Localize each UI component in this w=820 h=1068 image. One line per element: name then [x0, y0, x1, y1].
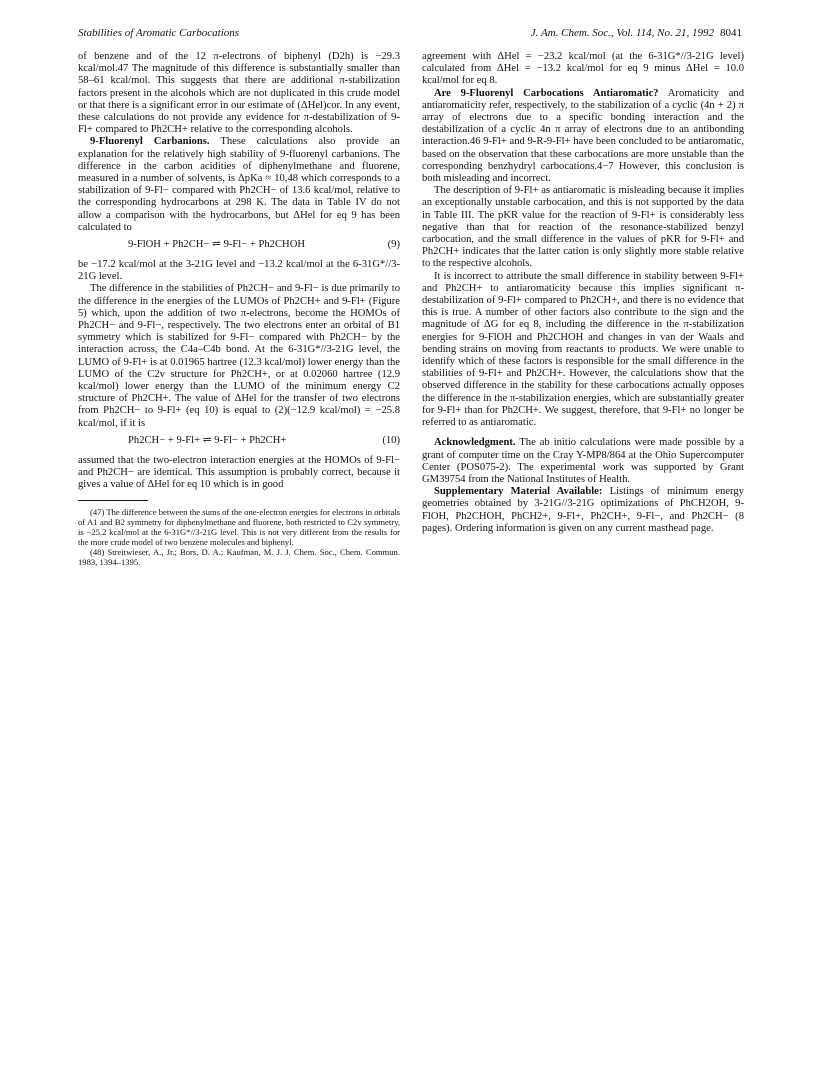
equation-9 — [78, 239, 400, 253]
supplementary-text: Listings of minimum energy geometries obtained by 3-21G//3-21G optimizations of PhCH2OH, 9-FlOH, Ph2CHOH, PhCH2+, 9-Fl+, Ph2CH+, 9-Fl−, and Ph2CH− (8 pages). Ordering information is given on any current masthead page. — [422, 486, 744, 534]
paragraph: It is incorrect to attribute the small difference in stability between 9-Fl+ and Ph2CH+ to antiaromaticity because this implies significant π-destabilization of 9-Fl+ compared to Ph2CH+, and there is no evidence that this is true. A number of other factors also contribute to the sign and the magnitude of ΔG for eq 8, including the difference in the π-stabilization energies for 9-FlOH and Ph2CHOH and changes in van der Waals and bending strains on moving from reactants to products. We were unable to identify which of these factors is responsible for the small difference in the stabilities of 9-Fl+ and Ph2CH+. However, the calculations show that the observed difference in the stability for these carbocations actually opposes the difference in the π-stabilization energies, which are substantially greater for 9-Fl+ than for Ph2CH+. We suggest, therefore, that 9-Fl+ no longer be referred to as antiaromatic. — [422, 270, 744, 429]
acknowledgment-heading: Acknowledgment. — [434, 437, 516, 449]
paragraph-text: These calculations also provide an explanation for the relatively high stability of 9-fluorenyl carbanions. The difference in the carbon acidities of diphenylmethane and fluorene, measured in a number of solvents, is ΔpKa ≈ 10,48 which corresponds to a stabilization of 9-Fl− compared with Ph2CH− of 13.6 kcal/mol, relative to the corresponding hydrocarbons at 298 K. The data in Table IV do not allow a comparison with the hydrocarbons, but ΔHel for eq 9 has been calculated to — [78, 136, 400, 233]
section-paragraph — [422, 88, 744, 186]
equation-number: (10) — [382, 434, 400, 446]
equation-number: (9) — [387, 239, 400, 251]
running-head-title: Stabilities of Aromatic Carbocations — [78, 27, 240, 39]
section-heading: Are 9-Fluorenyl Carbocations Antiaromatic? — [434, 87, 659, 99]
footnote-divider — [78, 500, 148, 501]
acknowledgment — [422, 437, 744, 486]
supplementary-material — [422, 486, 744, 535]
running-head-journal: J. Am. Chem. Soc., Vol. 114, No. 21, 1992 8041 — [530, 27, 742, 39]
paragraph: The difference in the stabilities of Ph2CH− and 9-Fl− is due primarily to the difference in the energies of the LUMOs of Ph2CH+ and 9-Fl+ (Figure 5) which, upon the addition of two π-electrons, become the HOMOs of Ph2CH− and 9-Fl−, respectively. The two electrons enter an orbital of B1 symmetry which is stabilized for 9-Fl− compared with Ph2CH− by the interaction across, the C4a–C4b bond. At the 6-31G*//3-21G level, the LUMO of 9-Fl+ is at 0.01965 hartree (12.3 kcal/mol) lower energy than the LUMO of the C2v structure for Ph2CH+, or at 0.02060 hartree (12.9 kcal/mol) lower energy than the LUMO of the minimum energy C2 structure of Ph2CH+. The value of ΔHel for the transfer of two electrons from Ph2CH− to 9-Fl+ (eq 10) is equal to (2)(−12.9 kcal/mol) = −25.8 kcal/mol, if it is — [78, 283, 400, 429]
section-paragraph — [78, 136, 400, 234]
acknowledgment-text: The ab initio calculations were made possible by a grant of computer time on the Cray Y-MP8/864 at the Ohio Supercomputer Center (POS075-2). The experimental work was supported by Grant GM39754 from the National Institutes of Health. — [422, 437, 744, 485]
page-number: 8041 — [720, 27, 742, 39]
right-column — [422, 51, 744, 535]
section-heading: 9-Fluorenyl Carbanions. — [90, 136, 210, 148]
paragraph-text: Aromaticity and antiaromaticity refer, respectively, to the stabilization of a cyclic (4n + 2) π array of electrons due to a specific bonding interaction and the destabilization of a cyclic 4n π array of electrons due to an antibonding interaction.46 9-Fl+ and 9-R-9-Fl+ have been concluded to be antiaromatic, based on the observation that these carbocations are more unstable than the corresponding benzhydryl carbocations.4−7 However, this conclusion is both misleading and incorrect. — [422, 87, 744, 185]
left-column — [78, 51, 400, 567]
paragraph: The description of 9-Fl+ as antiaromatic is misleading because it implies an exceptionally unstable carbocation, and this is not supported by the data in Table III. The pKR value for the reaction of 9-Fl+ is considerably less negative than that for reaction of the resonance-stabilized benzyl carbocation, and the small difference in the values of pKR for 9-Fl+ and Ph2CH+ indicates that the latter cation is only slightly more stable relative to the respective alcohols. — [422, 185, 744, 270]
footnote-47: (47) The difference between the sums of the one-electron energies for electrons in orbitals of A1 and B2 symmetry for diphenylmethane and fluorene, both restricted to C2v symmetry, is −25.2 kcal/mol at the 6-31G*//3-21G level. This is not very different from the results for the more crude model of two benzene molecules and biphenyl. — [78, 506, 400, 547]
equation-expression: 9-FlOH + Ph2CH− ⇌ 9-Fl− + Ph2CHOH — [128, 239, 305, 251]
paragraph: assumed that the two-electron interaction energies at the HOMOs of 9-Fl− and Ph2CH− are identical. This assumption is probably correct, because it gives a value of ΔHel for eq 10 which is in good — [78, 454, 400, 491]
supplementary-heading: Supplementary Material Available: — [434, 486, 603, 498]
paragraph: of benzene and of the 12 π-electrons of biphenyl (D2h) is −29.3 kcal/mol.47 The magnitude of this difference is substantially smaller than 58–61 kcal/mol. This suggests that there are additional π-stabilization factors present in the alcohols which are not duplicated in this crude model or that there is a significant error in our estimate of (ΔHel)cor. In any event, these calculations do not provide any evidence for π-destabilization of 9-Fl+ compared to Ph2CH+ relative to the corresponding alcohols. — [78, 51, 400, 136]
running-head — [78, 27, 742, 43]
equation-expression: Ph2CH− + 9-Fl+ ⇌ 9-Fl− + Ph2CH+ — [128, 434, 287, 446]
equation-10 — [78, 435, 400, 449]
paragraph: agreement with ΔHel = −23.2 kcal/mol (at the 6-31G*//3-21G level) calculated from ΔHel = −13.2 kcal/mol for eq 9 minus ΔHel = 10.0 kcal/mol for eq 8. — [422, 51, 744, 87]
paragraph: be −17.2 kcal/mol at the 3-21G level and −13.2 kcal/mol at the 6-31G*//3-21G level. — [78, 259, 400, 283]
footnote-48: (48) Streitwieser, A., Jr.; Bors, D. A.; Kaufman, M. J. J. Chem. Soc., Chem. Commun. 1983, 1394–1395. — [78, 546, 400, 567]
